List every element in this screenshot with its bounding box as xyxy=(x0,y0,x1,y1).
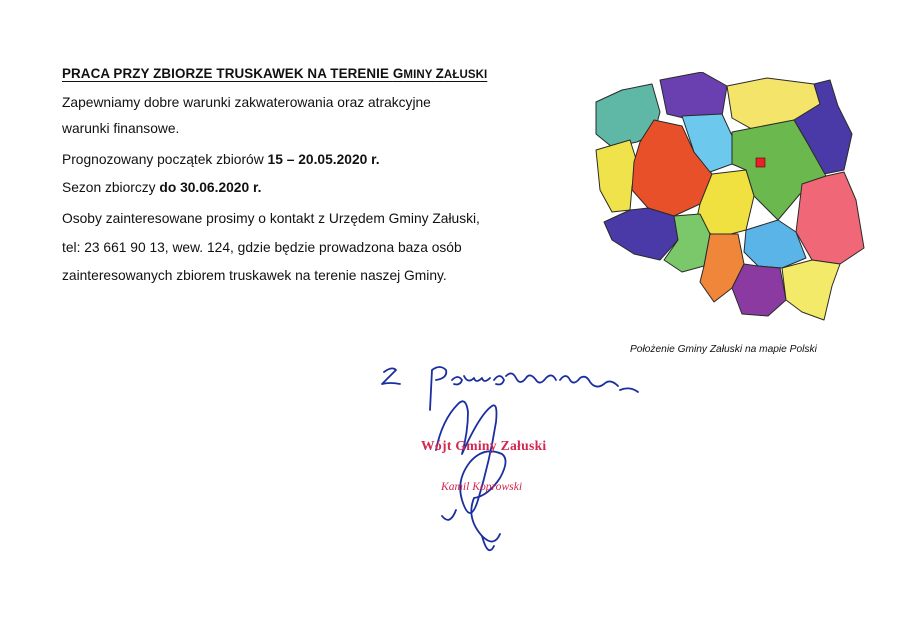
map-caption: Położenie Gminy Załuski na mapie Polski xyxy=(630,344,817,355)
harvest-start-line: Prognozowany początek zbiorów 15 – 20.05.2020 r. xyxy=(62,152,380,167)
offer-text-line-2: warunki finansowe. xyxy=(62,121,180,136)
season-end-date: do 30.06.2020 r. xyxy=(159,180,262,195)
map-region xyxy=(660,72,727,120)
stamp-name: Kamil Koprowski xyxy=(441,480,523,493)
zaluski-location-marker xyxy=(756,158,765,167)
season-line: Sezon zbiorczy do 30.06.2020 r. xyxy=(62,180,262,195)
map-region xyxy=(596,140,637,212)
map-region xyxy=(782,260,840,320)
contact-line-1: Osoby zainteresowane prosimy o kontakt z Urzędem Gminy Załuski, xyxy=(62,211,480,226)
contact-line-2: tel: 23 661 90 13, wew. 124, gdzie będzie prowadzona baza osób xyxy=(62,240,462,255)
harvest-start-dates: 15 – 20.05.2020 r. xyxy=(267,152,380,167)
handwritten-signature xyxy=(370,350,660,570)
contact-line-3: zainteresowanych zbiorem truskawek na terenie naszej Gminy. xyxy=(62,268,447,283)
poland-map xyxy=(582,72,874,330)
offer-text-line-1: Zapewniamy dobre warunki zakwaterowania oraz atrakcyjne xyxy=(62,95,431,110)
map-region xyxy=(604,208,678,260)
map-region xyxy=(796,172,864,264)
map-region xyxy=(732,264,786,316)
stamp-title: Wójt Gminy Załuski xyxy=(421,438,547,453)
document-heading: PRACA PRZY ZBIORZE TRUSKAWEK NA TERENIE GMINY ZAŁUSKI xyxy=(62,66,488,81)
